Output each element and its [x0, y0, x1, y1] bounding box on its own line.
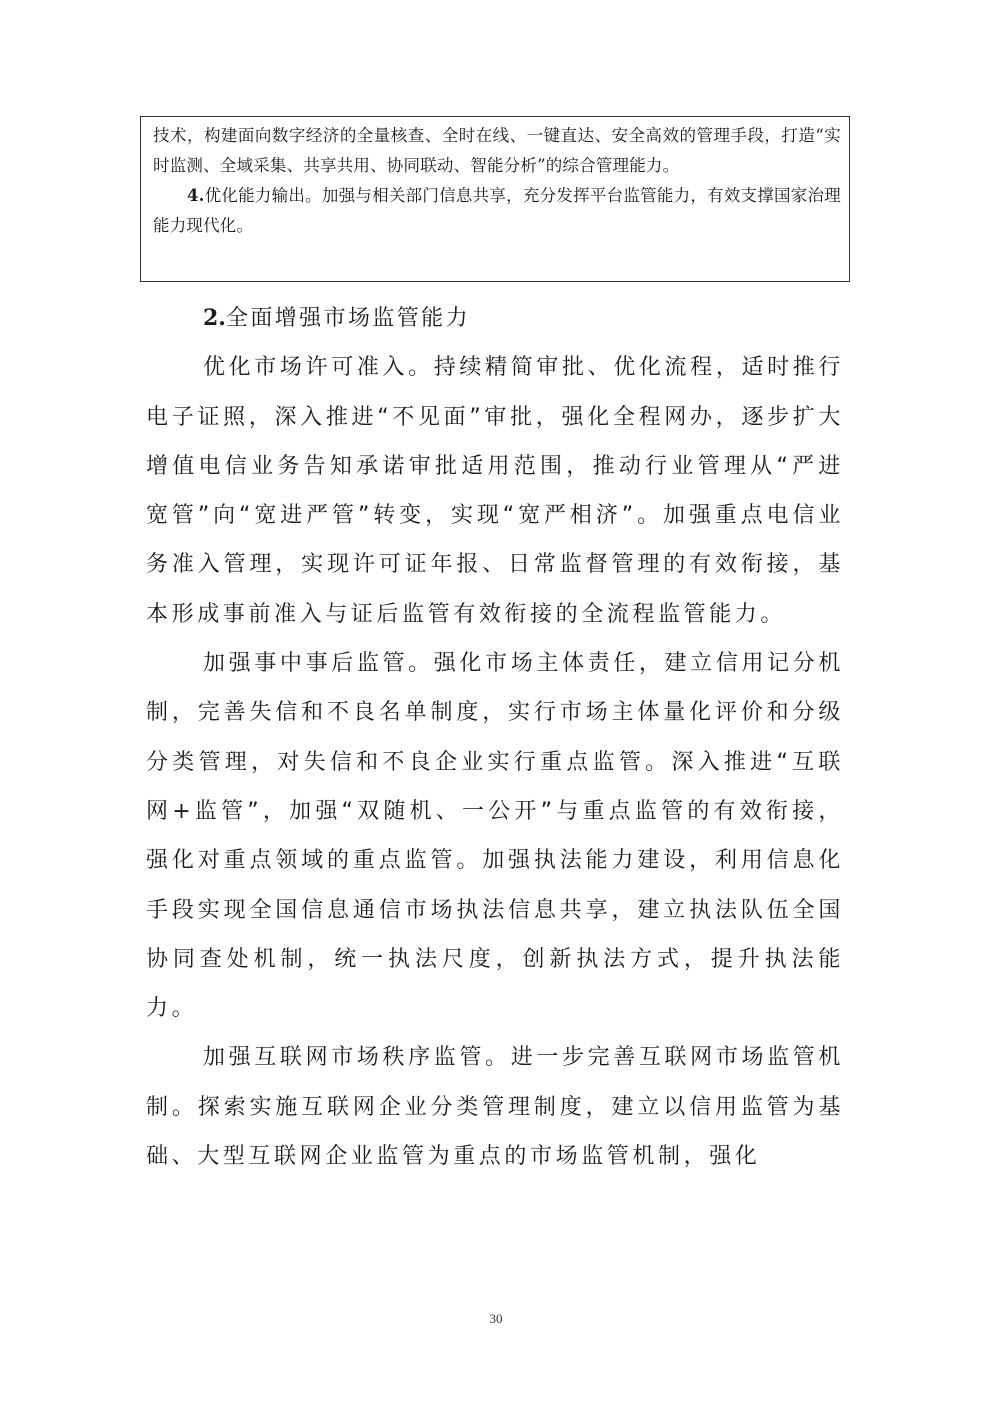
- paragraph: 加强事中事后监管。强化市场主体责任，建立信用记分机制，完善失信和不良名单制度，实行市场主体量化评价和分级分类管理，对失信和不良企业实行重点监管。深入推进“互联网+监管”，加强“双随机、一公开”与重点监管的有效衔接，强化对重点领域的重点监管。加强执法能力建设，利用信息化手段实现全国信息通信市场执法信息共享，建立执法队伍全国协同查处机制，统一执法尺度，创新执法方式，提升执法能力。: [146, 651, 844, 1022]
- section-heading: [146, 294, 844, 343]
- page-number: 30: [489, 1311, 503, 1326]
- section-number: 2.: [203, 305, 226, 331]
- boxed-excerpt: [140, 116, 850, 282]
- paragraph: 优化市场许可准入。持续精简审批、优化流程，适时推行电子证照，深入推进“不见面”审批，强化全程网办，逐步扩大增值电信业务告知承诺审批适用范围，推动行业管理从“严进宽管”向“宽进严管”转变，实现“宽严相济”。加强重点电信业务准入管理，实现许可证年报、日常监督管理的有效衔接，基本形成事前准入与证后监管有效衔接的全流程监管能力。: [146, 355, 844, 627]
- paragraph: 加强互联网市场秩序监管。进一步完善互联网市场监管机制。探索实施互联网企业分类管理制度，建立以信用监管为基础、大型互联网企业监管为重点的市场监管机制，强化: [146, 1045, 844, 1170]
- item-number: 4.: [187, 186, 205, 205]
- item-text: 优化能力输出。加强与相关部门信息共享，充分发挥平台监管能力，有效支撑国家治理能力现代化。: [153, 186, 841, 235]
- box-paragraph: 技术，构建面向数字经济的全量核查、全时在线、一键直达、安全高效的管理手段，打造“实时监测、全域采集、共享共用、协同联动、智能分析”的综合管理能力。: [153, 126, 841, 175]
- box-paragraph-item: [153, 181, 841, 241]
- body-text: [146, 294, 844, 1181]
- section-title: 全面增强市场监管能力: [225, 306, 470, 331]
